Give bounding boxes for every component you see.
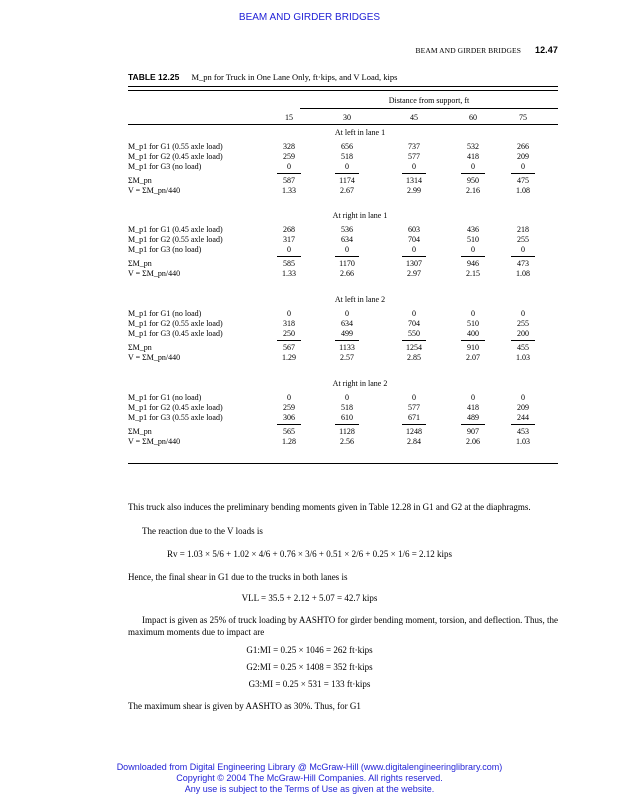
sum-row-cell: 1307 <box>406 259 422 268</box>
table-row-cell: 0 <box>287 162 291 171</box>
table-row-cell: 0 <box>412 393 416 402</box>
sum-row-cell: 475 <box>517 176 529 185</box>
table-row-cell: 577 <box>408 152 420 161</box>
paragraph-3: Hence, the final shear in G1 due to the trucks in both lanes is <box>128 572 348 582</box>
v-row-cell: 1.08 <box>516 269 530 278</box>
sum-row-cell: 1314 <box>406 176 422 185</box>
paragraph-2: The reaction due to the V loads is <box>142 526 263 536</box>
table-row-label: M_p1 for G3 (no load) <box>128 245 202 254</box>
table-row-cell: 671 <box>408 413 420 422</box>
table-row-cell: 634 <box>341 319 353 328</box>
table-row-cell: 328 <box>283 142 295 151</box>
footer <box>0 762 619 795</box>
v-row-cell: 1.03 <box>516 353 530 362</box>
table-row-cell: 400 <box>467 329 479 338</box>
table-row-cell: 266 <box>517 142 529 151</box>
sum-rule <box>277 424 301 425</box>
table-row-label: M_p1 for G1 (no load) <box>128 393 202 402</box>
sum-rule <box>335 173 359 174</box>
table-row-cell: 550 <box>408 329 420 338</box>
footer-line-1[interactable]: Downloaded from Digital Engineering Library @ McGraw-Hill (www.digitalengineeringlibrary.com) <box>116 762 503 772</box>
sum-rule <box>461 173 485 174</box>
sum-row-cell: 455 <box>517 343 529 352</box>
table-row-cell: 418 <box>467 152 479 161</box>
v-row-label: V = ΣM_pn/440 <box>128 269 181 278</box>
v-row-label: V = ΣM_pn/440 <box>128 437 181 446</box>
v-row-cell: 1.08 <box>516 186 530 195</box>
v-row-cell: 1.33 <box>282 269 296 278</box>
section-title: At left in lane 2 <box>334 295 386 304</box>
table-row-cell: 0 <box>345 162 349 171</box>
v-row-cell: 2.97 <box>407 269 421 278</box>
table-row-cell: 489 <box>467 413 479 422</box>
sum-row-cell: 1170 <box>339 259 355 268</box>
table-row-label: M_p1 for G3 (0.45 axle load) <box>128 329 223 338</box>
sum-row-cell: 946 <box>467 259 479 268</box>
sum-row-cell: 1254 <box>406 343 422 352</box>
table-row-cell: 259 <box>283 403 295 412</box>
sum-row-cell: 910 <box>467 343 479 352</box>
column-header: 15 <box>285 113 293 122</box>
sum-row-cell: 1248 <box>406 427 422 436</box>
table-row-label: M_p1 for G2 (0.45 axle load) <box>128 403 223 412</box>
equation-g3: G3:MI = 0.25 × 531 = 133 ft·kips <box>248 679 371 689</box>
v-row-cell: 2.16 <box>466 186 480 195</box>
sum-row-label: ΣM_pn <box>128 176 152 185</box>
table-row-label: M_p1 for G2 (0.45 axle load) <box>128 152 223 161</box>
table-row-cell: 536 <box>341 225 353 234</box>
table-row-cell: 510 <box>467 235 479 244</box>
table-row-cell: 255 <box>517 235 529 244</box>
sum-rule <box>335 424 359 425</box>
table-row-cell: 0 <box>471 162 475 171</box>
sum-row-label: ΣM_pn <box>128 259 152 268</box>
sum-rule <box>511 256 535 257</box>
v-row-cell: 2.06 <box>466 437 480 446</box>
table-row-label: M_p1 for G2 (0.55 axle load) <box>128 235 223 244</box>
sum-rule <box>335 256 359 257</box>
sum-rule <box>461 256 485 257</box>
table-row-cell: 610 <box>341 413 353 422</box>
table-row-cell: 532 <box>467 142 479 151</box>
table-top-rule <box>128 86 558 87</box>
sum-rule <box>402 424 426 425</box>
paragraph-4: Impact is given as 25% of truck loading by AASHTO for girder bending moment, torsion, and deflection. Thus, the maximum moments due to impact are <box>128 615 558 637</box>
sum-rule <box>511 340 535 341</box>
table-row-cell: 0 <box>471 309 475 318</box>
top-banner: BEAM AND GIRDER BRIDGES <box>238 12 381 23</box>
table-row-cell: 737 <box>408 142 420 151</box>
sum-rule <box>277 256 301 257</box>
table-row-cell: 0 <box>521 162 525 171</box>
table-row-cell: 510 <box>467 319 479 328</box>
table-row-cell: 318 <box>283 319 295 328</box>
sum-row-cell: 907 <box>467 427 479 436</box>
table-row-cell: 499 <box>341 329 353 338</box>
table-row-cell: 255 <box>517 319 529 328</box>
sum-row-label: ΣM_pn <box>128 343 152 352</box>
table-row-cell: 209 <box>517 403 529 412</box>
table-row-label: M_p1 for G1 (0.55 axle load) <box>128 142 223 151</box>
sum-rule <box>511 173 535 174</box>
equation-rv: Rv = 1.03 × 5/6 + 1.02 × 4/6 + 0.76 × 3/6 + 0.51 × 2/6 + 0.25 × 1/6 = 2.12 kips <box>166 549 453 559</box>
table-row-cell: 244 <box>517 413 529 422</box>
table-row-cell: 0 <box>471 245 475 254</box>
distance-rule <box>300 108 558 109</box>
table-row-cell: 0 <box>412 162 416 171</box>
sum-rule <box>335 340 359 341</box>
table-row-cell: 0 <box>412 309 416 318</box>
footer-line-3: Any use is subject to the Terms of Use as given at the website. <box>184 784 435 794</box>
table-caption-text: M_pn for Truck in One Lane Only, ft·kips, and V Load, kips <box>191 72 398 82</box>
v-row-cell: 2.67 <box>340 186 354 195</box>
sum-row-cell: 585 <box>283 259 295 268</box>
column-header: 75 <box>519 113 527 122</box>
table-row-cell: 0 <box>521 309 525 318</box>
table-row-cell: 0 <box>345 309 349 318</box>
section-title: At left in lane 1 <box>334 128 386 137</box>
equation-vll: VLL = 35.5 + 2.12 + 5.07 = 42.7 kips <box>241 593 378 603</box>
table-row-cell: 0 <box>287 393 291 402</box>
section-title: At right in lane 1 <box>332 211 388 220</box>
table-row-cell: 436 <box>467 225 479 234</box>
table-row-cell: 0 <box>471 393 475 402</box>
v-row-cell: 1.03 <box>516 437 530 446</box>
v-row-cell: 2.07 <box>466 353 480 362</box>
distance-header: Distance from support, ft <box>388 96 470 105</box>
v-row-label: V = ΣM_pn/440 <box>128 186 181 195</box>
table-row-cell: 0 <box>412 245 416 254</box>
sum-row-cell: 1133 <box>339 343 355 352</box>
paragraph-5: The maximum shear is given by AASHTO as 30%. Thus, for G1 <box>128 701 361 711</box>
v-row-cell: 2.99 <box>407 186 421 195</box>
table-row-label: M_p1 for G3 (no load) <box>128 162 202 171</box>
sum-row-cell: 473 <box>517 259 529 268</box>
sum-rule <box>402 256 426 257</box>
table-row-label: M_p1 for G2 (0.55 axle load) <box>128 319 223 328</box>
table-row-label: M_p1 for G1 (0.45 axle load) <box>128 225 223 234</box>
paragraph-1: This truck also induces the preliminary bending moments given in Table 12.28 in G1 and G2 at the diaphragms. <box>128 502 531 512</box>
page-number: 12.47 <box>534 45 558 55</box>
section-title: At right in lane 2 <box>332 379 388 388</box>
table-top-rule-2 <box>128 90 558 91</box>
v-row-cell: 2.66 <box>340 269 354 278</box>
header-rule <box>128 124 558 125</box>
table-row-cell: 0 <box>521 393 525 402</box>
table-caption <box>128 72 397 82</box>
table-row-label: M_p1 for G3 (0.55 axle load) <box>128 413 223 422</box>
sum-rule <box>402 340 426 341</box>
table-row-cell: 259 <box>283 152 295 161</box>
sum-rule <box>277 173 301 174</box>
v-row-label: V = ΣM_pn/440 <box>128 353 181 362</box>
sum-row-cell: 1174 <box>339 176 355 185</box>
sum-row-cell: 950 <box>467 176 479 185</box>
v-row-cell: 1.33 <box>282 186 296 195</box>
table-row-cell: 518 <box>341 152 353 161</box>
table-row-cell: 704 <box>408 235 420 244</box>
footer-line-2: Copyright © 2004 The McGraw-Hill Companies. All rights reserved. <box>176 773 443 783</box>
sum-row-cell: 453 <box>517 427 529 436</box>
table-row-cell: 656 <box>341 142 353 151</box>
running-head-title: BEAM AND GIRDER BRIDGES <box>415 46 521 55</box>
table-row-cell: 577 <box>408 403 420 412</box>
v-row-cell: 2.15 <box>466 269 480 278</box>
table-row-cell: 317 <box>283 235 295 244</box>
table-row-cell: 0 <box>521 245 525 254</box>
table-row-cell: 634 <box>341 235 353 244</box>
sum-row-cell: 567 <box>283 343 295 352</box>
table-row-cell: 603 <box>408 225 420 234</box>
sum-row-cell: 587 <box>283 176 295 185</box>
column-header: 60 <box>469 113 477 122</box>
table-row-cell: 0 <box>287 309 291 318</box>
table-row-cell: 209 <box>517 152 529 161</box>
table-row-cell: 250 <box>283 329 295 338</box>
table-row-cell: 306 <box>283 413 295 422</box>
v-row-cell: 2.57 <box>340 353 354 362</box>
table-row-cell: 0 <box>345 393 349 402</box>
v-row-cell: 2.85 <box>407 353 421 362</box>
table-row-cell: 268 <box>283 225 295 234</box>
sum-rule <box>461 340 485 341</box>
v-row-cell: 2.56 <box>340 437 354 446</box>
table-row-cell: 418 <box>467 403 479 412</box>
table-row-cell: 518 <box>341 403 353 412</box>
equation-g1: G1:MI = 0.25 × 1046 = 262 ft·kips <box>246 645 373 655</box>
sum-row-cell: 565 <box>283 427 295 436</box>
table-row-cell: 0 <box>287 245 291 254</box>
v-row-cell: 2.84 <box>407 437 421 446</box>
sum-rule <box>511 424 535 425</box>
column-header: 45 <box>410 113 418 122</box>
v-row-cell: 1.28 <box>282 437 296 446</box>
column-header: 30 <box>343 113 351 122</box>
running-head <box>352 45 558 55</box>
sum-row-label: ΣM_pn <box>128 427 152 436</box>
table-row-cell: 0 <box>345 245 349 254</box>
table-number: TABLE 12.25 <box>128 72 180 82</box>
table-row-cell: 218 <box>517 225 529 234</box>
sum-row-cell: 1128 <box>339 427 355 436</box>
sum-rule <box>461 424 485 425</box>
table-row-cell: 704 <box>408 319 420 328</box>
equation-g2: G2:MI = 0.25 × 1408 = 352 ft·kips <box>246 662 373 672</box>
table-row-cell: 200 <box>517 329 529 338</box>
table-bottom-rule <box>128 463 558 464</box>
sum-rule <box>402 173 426 174</box>
sum-rule <box>277 340 301 341</box>
table-row-label: M_p1 for G1 (no load) <box>128 309 202 318</box>
v-row-cell: 1.29 <box>282 353 296 362</box>
